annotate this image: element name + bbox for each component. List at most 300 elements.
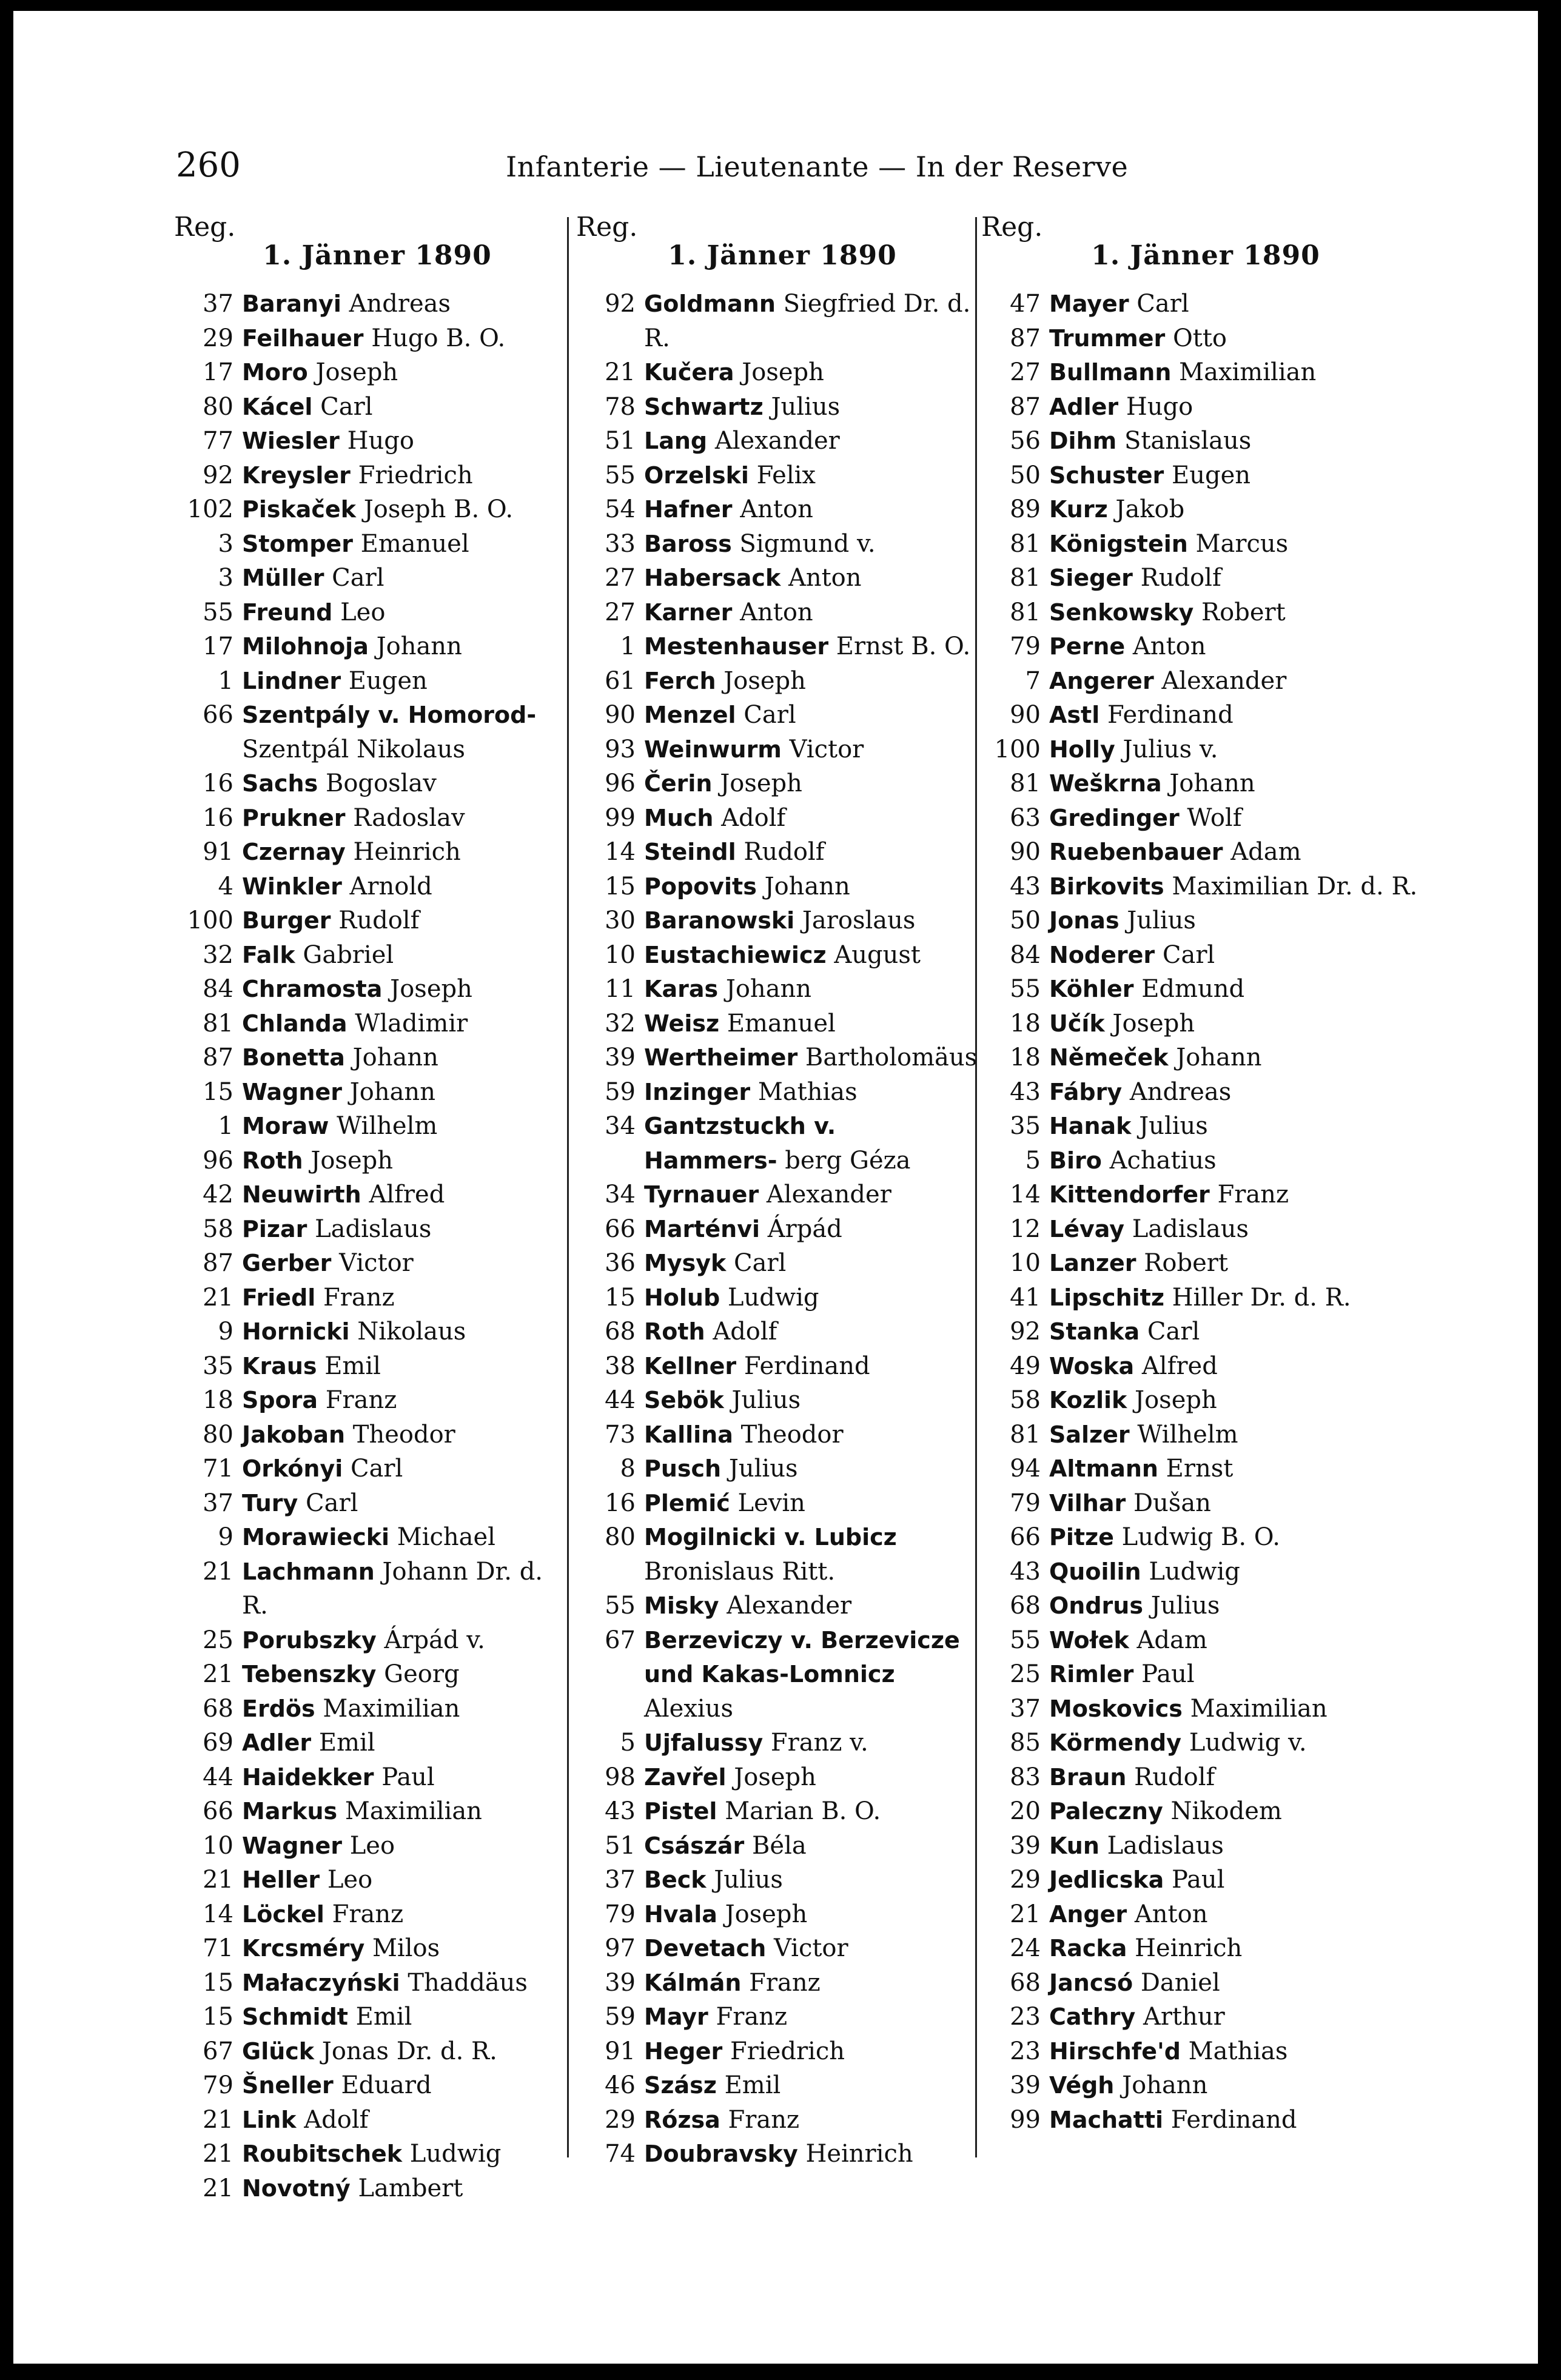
surname: Plemić xyxy=(644,1489,730,1517)
surname: Anger xyxy=(1049,1900,1127,1928)
given-name: Ludwig xyxy=(727,1283,819,1312)
list-item xyxy=(981,1589,1418,1623)
surname: Erdös xyxy=(242,1695,315,1722)
regiment-number: 43 xyxy=(1010,1078,1041,1106)
surname: Orkónyi xyxy=(242,1455,343,1482)
regiment-number: 23 xyxy=(1010,2003,1041,2031)
regiment-number: 15 xyxy=(203,2003,233,2031)
regiment-number: 14 xyxy=(605,838,636,866)
officer-name xyxy=(242,629,568,664)
officer-name xyxy=(242,1075,568,1110)
list-item xyxy=(981,1555,1418,1589)
given-name: Julius v. xyxy=(1123,735,1218,763)
list-item xyxy=(576,870,976,904)
surname: Moskovics xyxy=(1049,1695,1183,1722)
list-item xyxy=(174,390,568,424)
officer-name xyxy=(1049,1555,1418,1589)
given-name: Emil xyxy=(318,1729,375,1757)
list-item xyxy=(576,835,976,870)
regiment-number: 15 xyxy=(605,872,636,900)
given-name: Ferdinand xyxy=(744,1352,870,1380)
surname: Inzinger xyxy=(644,1078,751,1105)
list-item xyxy=(576,2000,976,2034)
surname: Müller xyxy=(242,565,324,591)
regiment-number: 5 xyxy=(620,1729,636,1757)
regiment-number: 92 xyxy=(203,461,233,489)
given-name: Rudolf xyxy=(1140,564,1221,592)
regiment-number: 92 xyxy=(1010,1318,1041,1346)
given-name: Ladislaus xyxy=(1132,1215,1249,1243)
regiment-number: 21 xyxy=(203,2140,233,2168)
regiment-number: 32 xyxy=(203,940,233,969)
surname: Baranyi xyxy=(242,290,341,317)
surname: Altmann xyxy=(1049,1455,1158,1482)
surname: Krcsméry xyxy=(242,1935,365,1962)
given-name: Anton xyxy=(788,564,862,592)
column-3 xyxy=(981,214,1418,2137)
surname: Devetach xyxy=(644,1935,767,1962)
given-name: Mathias xyxy=(1188,2037,1288,2065)
surname: Kallina xyxy=(644,1421,733,1448)
list-item xyxy=(981,903,1418,938)
given-name: Joseph xyxy=(311,1146,393,1175)
regiment-number: 93 xyxy=(605,735,636,763)
list-item xyxy=(576,2068,976,2103)
regiment-number: 87 xyxy=(203,1249,233,1277)
surname: Tury xyxy=(242,1489,298,1517)
officer-name xyxy=(644,1589,976,1623)
surname: Pitze xyxy=(1049,1524,1114,1550)
list-item xyxy=(576,1041,976,1075)
list-item xyxy=(981,1315,1418,1349)
officer-name xyxy=(644,1623,976,1726)
regiment-number: 34 xyxy=(605,1181,636,1208)
regiment-number: 59 xyxy=(605,2003,636,2031)
list-item xyxy=(981,1144,1418,1178)
given-name: Joseph xyxy=(723,666,806,695)
regiment-number: 78 xyxy=(605,392,636,421)
list-item xyxy=(174,629,568,664)
officer-name xyxy=(1049,835,1418,870)
officer-name xyxy=(644,1075,976,1110)
officer-name xyxy=(242,527,568,561)
given-name: Daniel xyxy=(1140,1968,1220,1997)
officer-name xyxy=(644,2137,976,2171)
surname: Jonas xyxy=(1049,907,1120,934)
regiment-number: 55 xyxy=(203,598,233,626)
given-name: Alexius xyxy=(644,1694,733,1723)
surname: Wiesler xyxy=(242,427,340,454)
officer-name xyxy=(1049,2000,1418,2034)
list-item xyxy=(981,1075,1418,1110)
officer-name xyxy=(242,2000,568,2034)
list-item xyxy=(981,2000,1418,2034)
surname: Morawiecki xyxy=(242,1524,390,1550)
list-item xyxy=(576,1178,976,1212)
officer-name xyxy=(242,1212,568,1247)
officer-name xyxy=(242,664,568,699)
list-item xyxy=(174,1144,568,1178)
list-item xyxy=(174,1041,568,1075)
given-name: Franz v. xyxy=(770,1729,868,1757)
given-name: Eduard xyxy=(341,2071,432,2099)
surname: Milohnoja xyxy=(242,633,369,660)
surname: Baross xyxy=(644,530,732,557)
officer-name xyxy=(644,527,976,561)
regiment-number: 80 xyxy=(203,392,233,421)
officer-name xyxy=(644,766,976,801)
list-item xyxy=(174,1109,568,1144)
regiment-number: 23 xyxy=(1010,2037,1041,2065)
regiment-number: 21 xyxy=(605,358,636,386)
list-item xyxy=(576,801,976,836)
surname: Bullmann xyxy=(1049,359,1172,386)
officer-name xyxy=(242,698,568,766)
regiment-number: 58 xyxy=(1010,1386,1041,1414)
regiment-number: 100 xyxy=(187,907,233,934)
officer-name xyxy=(1049,629,1418,664)
regiment-number: 94 xyxy=(1010,1455,1041,1483)
list-item xyxy=(981,1246,1418,1281)
list-item xyxy=(174,321,568,356)
officer-name xyxy=(1049,2103,1418,2137)
surname: Roubitschek xyxy=(242,2140,403,2167)
list-item xyxy=(981,2034,1418,2069)
officer-name xyxy=(1049,458,1418,493)
given-name: Emil xyxy=(324,1352,381,1380)
regiment-number: 41 xyxy=(1010,1283,1041,1312)
surname: Bonetta xyxy=(242,1044,345,1071)
given-name: Wilhelm xyxy=(1137,1420,1238,1449)
officer-name xyxy=(644,1726,976,1760)
officer-name xyxy=(1049,972,1418,1007)
list-item xyxy=(576,561,976,595)
regiment-number: 66 xyxy=(203,1797,233,1825)
list-item xyxy=(174,1760,568,1795)
officer-name xyxy=(644,1794,976,1829)
regiment-number: 3 xyxy=(218,529,233,558)
surname: Orzelski xyxy=(644,461,749,489)
given-name: Rudolf xyxy=(744,838,825,866)
surname: Goldmann xyxy=(644,290,776,317)
surname: Császár xyxy=(644,1832,745,1859)
officer-name xyxy=(1049,355,1418,390)
officer-name xyxy=(644,903,976,938)
given-name: Franz xyxy=(749,1968,821,1997)
given-name: Dušan xyxy=(1133,1489,1211,1517)
regiment-number: 83 xyxy=(1010,1763,1041,1791)
given-name: Heinrich xyxy=(805,2140,913,2168)
list-item xyxy=(174,1486,568,1521)
officer-name xyxy=(644,1418,976,1452)
column-1 xyxy=(174,214,568,2205)
regiment-number: 18 xyxy=(1010,1044,1041,1071)
given-name: Carl xyxy=(733,1249,787,1277)
surname: Salzer xyxy=(1049,1421,1130,1448)
surname: Małaczyński xyxy=(242,1969,400,1996)
list-item xyxy=(981,870,1418,904)
regiment-number: 10 xyxy=(203,1831,233,1860)
regiment-number: 69 xyxy=(203,1729,233,1757)
regiment-number: 21 xyxy=(203,1283,233,1312)
list-item xyxy=(576,1212,976,1247)
given-name: Ludwig B. O. xyxy=(1121,1523,1280,1551)
given-name: Paul xyxy=(1171,1866,1225,1894)
given-name: Felix xyxy=(756,461,816,489)
regiment-number: 27 xyxy=(605,598,636,626)
officer-name xyxy=(644,1109,976,1178)
officer-name xyxy=(644,287,976,355)
given-name: Gabriel xyxy=(303,940,394,969)
list-item xyxy=(174,1178,568,1212)
officer-name xyxy=(1049,1212,1418,1247)
surname: Perne xyxy=(1049,633,1126,660)
given-name: Joseph xyxy=(390,975,472,1003)
given-name: Maximilian xyxy=(1190,1694,1328,1723)
surname: Paleczny xyxy=(1049,1798,1163,1825)
officer-name xyxy=(644,1452,976,1486)
regiment-number: 99 xyxy=(1010,2105,1041,2134)
list-item xyxy=(981,390,1418,424)
list-item xyxy=(174,870,568,904)
officer-name xyxy=(242,903,568,938)
officer-name xyxy=(644,2103,976,2137)
surname: Angerer xyxy=(1049,667,1154,694)
list-item xyxy=(174,492,568,527)
surname: Kittendorfer xyxy=(1049,1181,1210,1208)
regiment-number: 67 xyxy=(203,2037,233,2065)
regiment-number: 99 xyxy=(605,803,636,832)
list-item xyxy=(981,1212,1418,1247)
surname: Birkovits xyxy=(1049,873,1164,900)
regiment-number: 8 xyxy=(620,1455,636,1483)
surname: Gredinger xyxy=(1049,804,1180,831)
officer-name xyxy=(242,287,568,321)
list-item xyxy=(576,390,976,424)
list-item xyxy=(576,1726,976,1760)
given-name: Joseph xyxy=(315,358,398,386)
list-item xyxy=(981,1178,1418,1212)
given-name: Edmund xyxy=(1141,975,1245,1003)
regiment-number: 1 xyxy=(218,1112,233,1140)
list-item xyxy=(981,732,1418,767)
list-item xyxy=(174,938,568,973)
officer-name xyxy=(1049,1178,1418,1212)
officer-name xyxy=(242,1041,568,1075)
surname: Roth xyxy=(242,1147,303,1174)
list-item xyxy=(981,1383,1418,1418)
surname: Stomper xyxy=(242,530,353,557)
surname: Lanzer xyxy=(1049,1250,1136,1276)
regiment-number: 18 xyxy=(1010,1009,1041,1037)
given-name: Georg xyxy=(384,1660,460,1688)
surname: Kučera xyxy=(644,359,734,386)
officer-name xyxy=(644,1863,976,1897)
list-item xyxy=(174,1863,568,1897)
regiment-number: 15 xyxy=(605,1283,636,1312)
officer-name xyxy=(1049,595,1418,630)
officer-name xyxy=(1049,1794,1418,1829)
list-item xyxy=(576,458,976,493)
given-name: Maximilian xyxy=(323,1694,460,1723)
given-name: Jaroslaus xyxy=(802,907,916,934)
officer-name xyxy=(1049,527,1418,561)
regiment-number: 47 xyxy=(1010,290,1041,318)
surname: Lévay xyxy=(1049,1215,1125,1242)
officer-name xyxy=(1049,1144,1418,1178)
officer-name xyxy=(242,1178,568,1212)
regiment-number: 7 xyxy=(1025,666,1041,695)
regiment-number: 14 xyxy=(1010,1181,1041,1208)
given-name: Maximilian Dr. d. R. xyxy=(1172,872,1418,900)
regiment-number: 102 xyxy=(187,495,233,523)
surname: Kurz xyxy=(1049,496,1108,523)
surname: Racka xyxy=(1049,1935,1127,1962)
officer-name xyxy=(242,1520,568,1555)
surname: Novotný xyxy=(242,2174,351,2202)
given-name: Wilhelm xyxy=(337,1112,438,1140)
given-name: Bogoslav xyxy=(325,769,437,797)
surname: Doubravsky xyxy=(644,2140,798,2167)
officer-name xyxy=(1049,664,1418,699)
given-name: Wladimir xyxy=(355,1009,468,1037)
regiment-number: 25 xyxy=(1010,1660,1041,1688)
regiment-number: 55 xyxy=(605,461,636,489)
given-name: Johann xyxy=(1169,769,1255,797)
regiment-number: 80 xyxy=(605,1523,636,1551)
surname: Wertheimer xyxy=(644,1044,798,1071)
regiment-number: 96 xyxy=(203,1146,233,1175)
officer-name xyxy=(644,424,976,458)
regiment-number: 50 xyxy=(1010,461,1041,489)
surname: Pistel xyxy=(644,1798,717,1825)
given-name: Hugo xyxy=(1126,392,1193,421)
regiment-number: 30 xyxy=(605,907,636,934)
given-name: Emil xyxy=(355,2003,412,2031)
surname: Baranowski xyxy=(644,907,795,934)
officer-name xyxy=(242,561,568,595)
surname: Dihm xyxy=(1049,427,1117,454)
list-item xyxy=(981,1931,1418,1966)
given-name: Bronislaus Ritt. xyxy=(644,1557,836,1586)
list-item xyxy=(981,527,1418,561)
surname: Kreysler xyxy=(242,461,351,489)
list-item xyxy=(981,561,1418,595)
officer-name xyxy=(242,1349,568,1384)
list-item xyxy=(576,1931,976,1966)
officer-name xyxy=(1049,1863,1418,1897)
list-item xyxy=(981,1692,1418,1726)
list-item xyxy=(174,561,568,595)
list-item xyxy=(981,2068,1418,2103)
regiment-number: 37 xyxy=(1010,1694,1041,1723)
surname: Rózsa xyxy=(644,2106,720,2133)
surname: Weškrna xyxy=(1049,770,1162,797)
list-item xyxy=(174,1829,568,1863)
surname: Pusch xyxy=(644,1455,722,1482)
list-item xyxy=(981,1657,1418,1692)
surname: Winkler xyxy=(242,873,342,900)
regiment-number: 29 xyxy=(605,2105,636,2134)
list-item xyxy=(576,1760,976,1795)
regiment-number: 42 xyxy=(203,1181,233,1208)
regiment-number: 29 xyxy=(1010,1866,1041,1894)
officer-name xyxy=(242,2034,568,2069)
given-name: berg Géza xyxy=(785,1146,911,1175)
list-item xyxy=(576,698,976,732)
officer-name xyxy=(1049,801,1418,836)
given-name: Adam xyxy=(1230,838,1301,866)
officer-name xyxy=(644,561,976,595)
officer-name xyxy=(1049,2068,1418,2103)
list-item xyxy=(981,1281,1418,1315)
given-name: Szentpál Nikolaus xyxy=(242,735,465,763)
given-name: Joseph xyxy=(742,358,824,386)
given-name: Joseph B. O. xyxy=(363,495,514,523)
given-name: Johann xyxy=(376,632,462,660)
given-name: Johann xyxy=(725,975,812,1003)
regiment-number: 51 xyxy=(605,427,636,455)
officer-name xyxy=(242,1863,568,1897)
given-name: Carl xyxy=(306,1489,358,1517)
regiment-number: 21 xyxy=(203,1660,233,1688)
list-item xyxy=(174,1692,568,1726)
officer-name xyxy=(644,1931,976,1966)
surname: Vilhar xyxy=(1049,1489,1126,1517)
given-name: Stanislaus xyxy=(1124,427,1252,455)
officer-name xyxy=(242,1452,568,1486)
given-name: Joseph xyxy=(1112,1009,1195,1037)
given-name: Alfred xyxy=(1141,1352,1218,1380)
given-name: Andreas xyxy=(1129,1078,1232,1106)
given-name: Thaddäus xyxy=(408,1968,528,1997)
officer-name xyxy=(1049,287,1418,321)
given-name: Emanuel xyxy=(727,1009,836,1037)
given-name: Joseph xyxy=(734,1763,816,1791)
list-item xyxy=(576,1418,976,1452)
regiment-number: 61 xyxy=(605,666,636,695)
given-name: Jonas Dr. d. R. xyxy=(321,2037,497,2065)
officer-name xyxy=(1049,1726,1418,1760)
given-name: Lambert xyxy=(358,2174,463,2202)
officer-name xyxy=(1049,1692,1418,1726)
regiment-number: 33 xyxy=(605,529,636,558)
surname: Löckel xyxy=(242,1900,324,1928)
given-name: Alfred xyxy=(369,1181,445,1208)
surname: Steindl xyxy=(644,839,736,865)
list-item xyxy=(981,698,1418,732)
surname: Neuwirth xyxy=(242,1181,361,1208)
officer-name xyxy=(1049,766,1418,801)
list-item xyxy=(981,321,1418,356)
officer-name xyxy=(242,1931,568,1966)
regiment-number: 56 xyxy=(1010,427,1041,455)
regiment-number: 84 xyxy=(1010,940,1041,969)
given-name: Ludwig v. xyxy=(1189,1729,1307,1757)
regiment-number: 15 xyxy=(203,1968,233,1997)
regiment-number: 89 xyxy=(1010,495,1041,523)
officer-name xyxy=(1049,1246,1418,1281)
given-name: Alexander xyxy=(727,1592,852,1620)
given-name: Franz xyxy=(332,1900,404,1928)
officer-name xyxy=(1049,1829,1418,1863)
regiment-number: 90 xyxy=(1010,838,1041,866)
officer-name xyxy=(644,1315,976,1349)
regiment-number: 58 xyxy=(203,1215,233,1243)
surname: Hanak xyxy=(1049,1113,1132,1139)
given-name: Adam xyxy=(1136,1626,1207,1654)
given-name: Emil xyxy=(724,2071,781,2099)
